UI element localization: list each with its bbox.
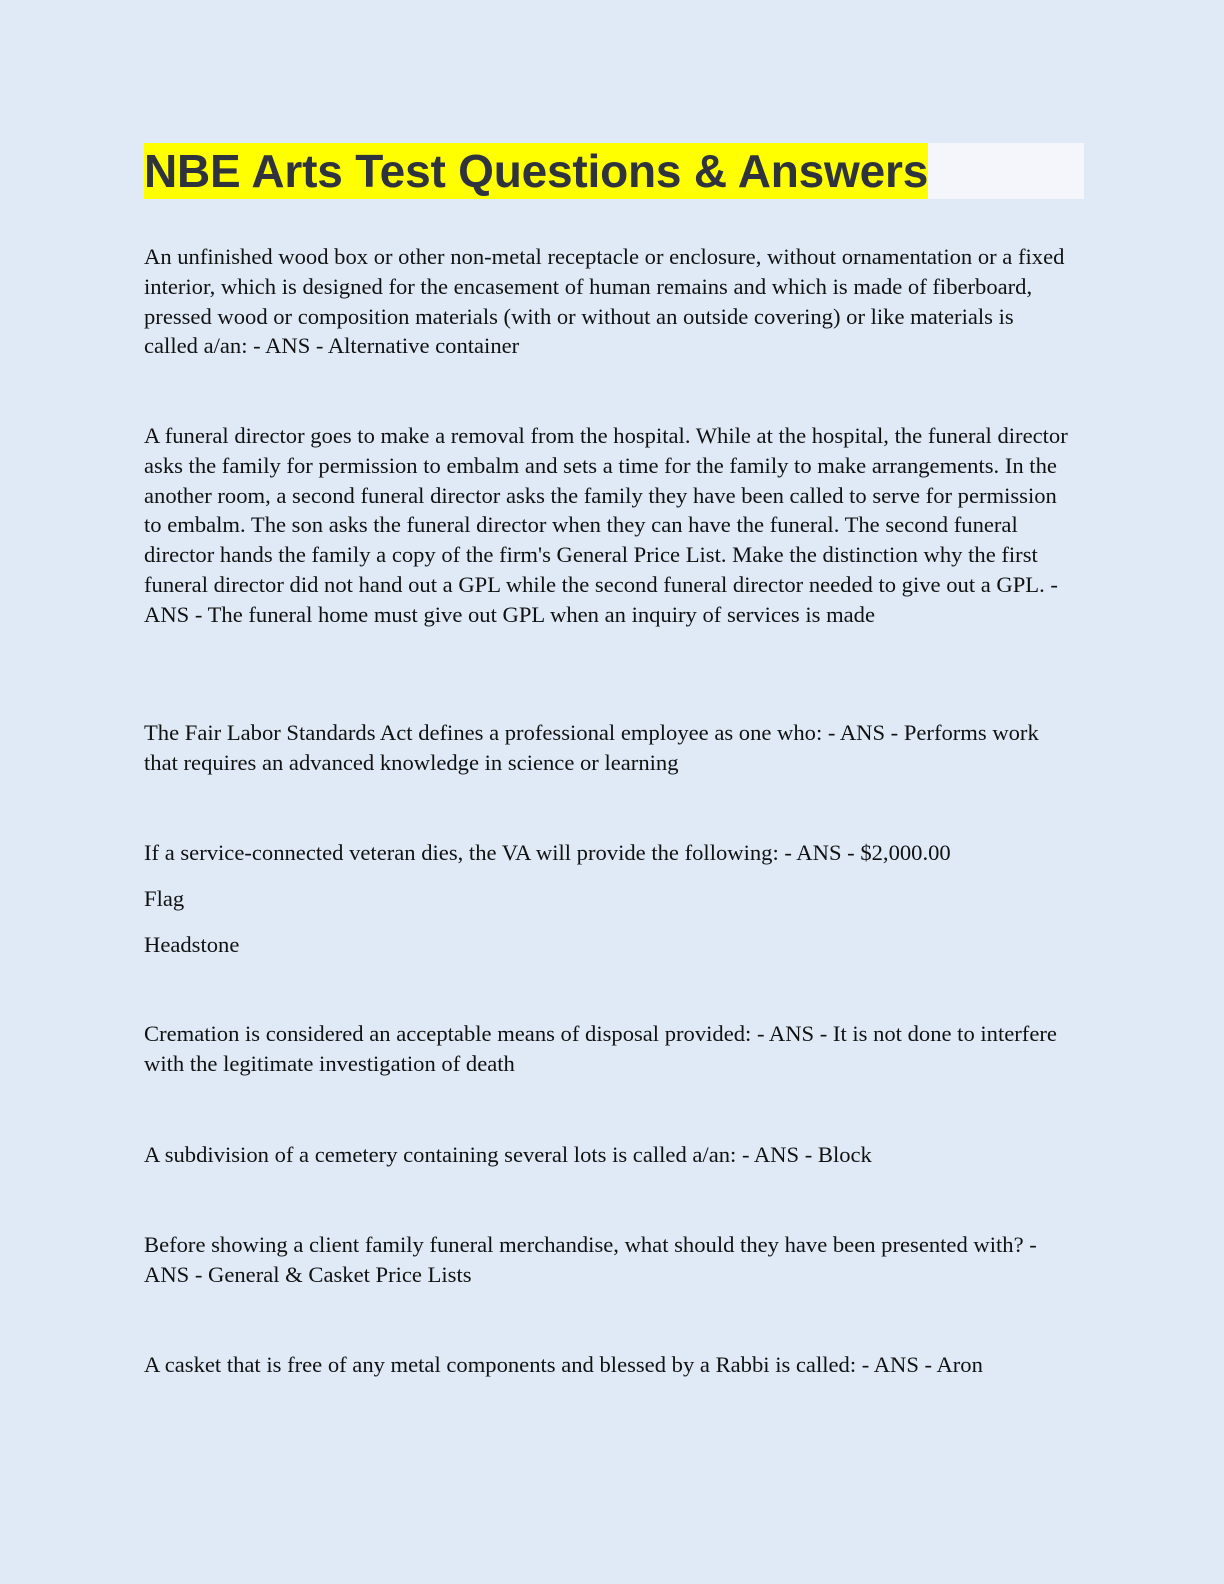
qa-item	[144, 718, 1069, 778]
qa-text: The Fair Labor Standards Act defines a professional employee as one who: - ANS - Performs work that requires an advanced knowledge in science or learning	[144, 720, 1039, 775]
qa-text: If a service-connected veteran dies, the VA will provide the following: - ANS - $2,000.00	[144, 840, 951, 865]
document-body	[144, 143, 1084, 1377]
qa-extra-line: Headstone	[144, 931, 240, 957]
qa-item	[144, 838, 1069, 959]
qa-item	[144, 1230, 1079, 1290]
qa-text: A funeral director goes to make a removal from the hospital. While at the hospital, the funeral director asks the family for permission to embalm and sets a time for the family to make arrangements. In the another room, a second funeral director asks the family they have been called to serve for permission to embalm. The son asks the funeral director when they can have the funeral. The second funeral director hands the family a copy of the firm's General Price List. Make the distinction why the first funeral director did not hand out a GPL while the second funeral director needed to give out a GPL. - ANS - The funeral home must give out GPL when an inquiry of services is made	[144, 423, 1068, 627]
qa-text: Before showing a client family funeral merchandise, what should they have been presented with? - ANS - General & Casket Price Lists	[144, 1232, 1037, 1287]
qa-text: Cremation is considered an acceptable means of disposal provided: - ANS - It is not done to interfere with the legitimate investigation of death	[144, 1021, 1057, 1076]
qa-item	[144, 1019, 1069, 1079]
qa-item	[144, 421, 1069, 630]
qa-text: An unfinished wood box or other non-metal receptacle or enclosure, without ornamentation or a fixed interior, which is designed for the encasement of human remains and which is made of fiberboard, pressed wood or composition materials (with or without an outside covering) or like materials is called a/an: - ANS - Alternative container	[144, 244, 1065, 359]
title-bar	[144, 143, 1084, 199]
qa-item	[144, 1350, 1069, 1380]
qa-extra-line: Flag	[144, 885, 185, 911]
qa-text: A subdivision of a cemetery containing several lots is called a/an: - ANS - Block	[144, 1142, 872, 1167]
qa-text: A casket that is free of any metal components and blessed by a Rabbi is called: - ANS - Aron	[144, 1352, 983, 1377]
document-title: NBE Arts Test Questions & Answers	[144, 145, 929, 197]
qa-item	[144, 1140, 1069, 1170]
qa-item	[144, 242, 1069, 361]
